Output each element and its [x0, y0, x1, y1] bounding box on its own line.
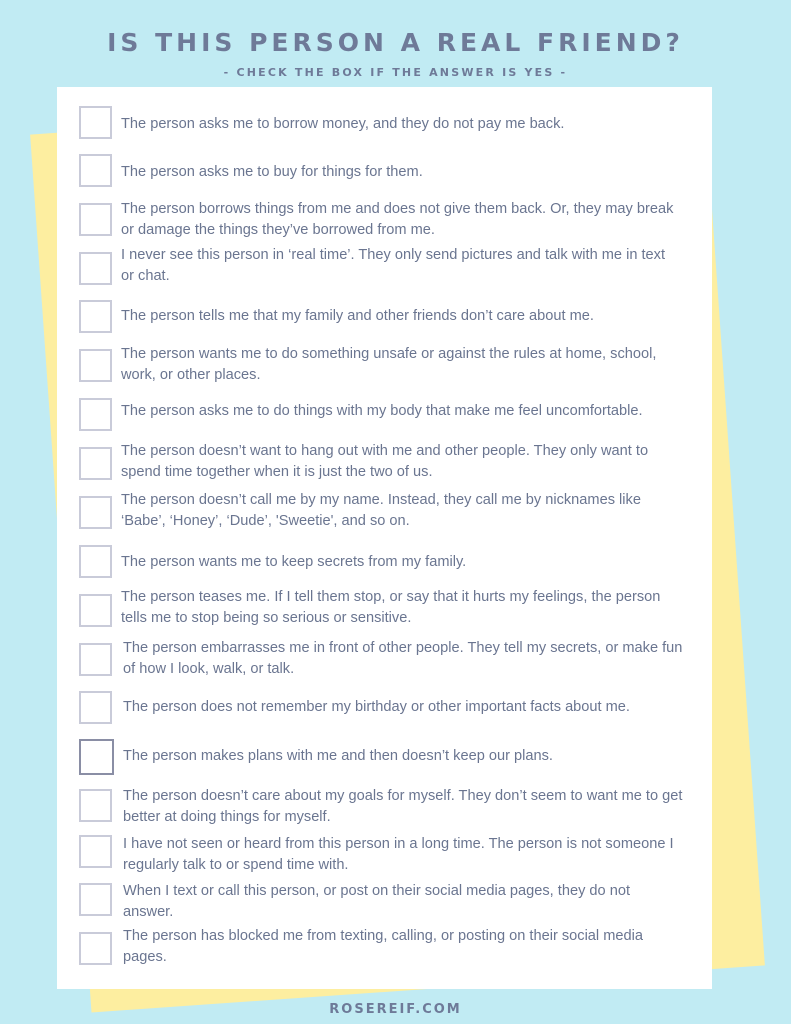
checklist-item-text: The person doesn’t call me by my name. Instead, they call me by nicknames like ‘Babe’, ‘Honey’, ‘Dude’, 'Sweetie', and so on.	[121, 492, 641, 529]
checklist-item-text: The person borrows things from me and does not give them back. Or, they may break or damage the things they’ve borrowed from me.	[121, 201, 674, 238]
checklist-item-text: The person wants me to keep secrets from my family.	[121, 554, 467, 570]
checklist-item-text: The person wants me to do something unsafe or against the rules at home, school, work, or other places.	[121, 346, 657, 383]
page-title: IS THIS PERSON A REAL FRIEND?	[107, 28, 684, 57]
checklist-item-text: The person does not remember my birthday or other important facts about me.	[123, 699, 630, 715]
checkbox[interactable]	[79, 883, 112, 916]
checklist-item-text: The person asks me to do things with my body that make me feel uncomfortable.	[121, 403, 643, 419]
checkbox[interactable]	[79, 398, 112, 431]
checklist-item-text: The person makes plans with me and then doesn’t keep our plans.	[123, 748, 553, 764]
checklist-item-text: The person asks me to borrow money, and they do not pay me back.	[121, 116, 565, 132]
checklist-item-text: When I text or call this person, or post on their social media pages, they do not answer.	[123, 883, 630, 920]
checkbox[interactable]	[79, 154, 112, 187]
checkbox[interactable]	[79, 203, 112, 236]
checkbox[interactable]	[79, 106, 112, 139]
checkbox[interactable]	[79, 643, 112, 676]
checklist-paper	[57, 87, 712, 989]
checkbox[interactable]	[79, 545, 112, 578]
page-subtitle: - CHECK THE BOX IF THE ANSWER IS YES -	[223, 66, 568, 79]
checkbox[interactable]	[79, 594, 112, 627]
footer-site-link[interactable]: ROSEREIF.COM	[329, 1002, 462, 1017]
checkbox[interactable]	[79, 932, 112, 965]
checklist-item-text: The person embarrasses me in front of other people. They tell my secrets, or make fun of how I look, walk, or talk.	[123, 640, 683, 677]
checkbox[interactable]	[79, 691, 112, 724]
checkbox[interactable]	[79, 252, 112, 285]
checklist-item-text: The person doesn’t care about my goals for myself. They don’t seem to want me to get better at doing things for myself.	[123, 788, 683, 825]
checkbox[interactable]	[79, 349, 112, 382]
checklist-item-text: The person doesn’t want to hang out with me and other people. They only want to spend time together when it is just the two of us.	[121, 443, 649, 480]
checkbox[interactable]	[79, 835, 112, 868]
checkbox[interactable]	[79, 447, 112, 480]
checklist-item-text: The person has blocked me from texting, calling, or posting on their social media pages.	[123, 928, 643, 965]
checkbox[interactable]	[79, 496, 112, 529]
checklist-item-text: I have not seen or heard from this person in a long time. The person is not someone I regularly talk to or spend time with.	[123, 836, 674, 873]
checklist-item-text: The person tells me that my family and other friends don’t care about me.	[121, 308, 594, 324]
checklist-item-text: I never see this person in ‘real time’. They only send pictures and talk with me in text or chat.	[121, 247, 666, 284]
checkbox[interactable]	[79, 789, 112, 822]
checkbox[interactable]	[79, 739, 114, 775]
checklist-item-text: The person asks me to buy for things for them.	[121, 164, 423, 180]
checklist-item-text: The person teases me. If I tell them stop, or say that it hurts my feelings, the person tells me to stop being so serious or sensitive.	[121, 589, 661, 626]
checkbox[interactable]	[79, 300, 112, 333]
